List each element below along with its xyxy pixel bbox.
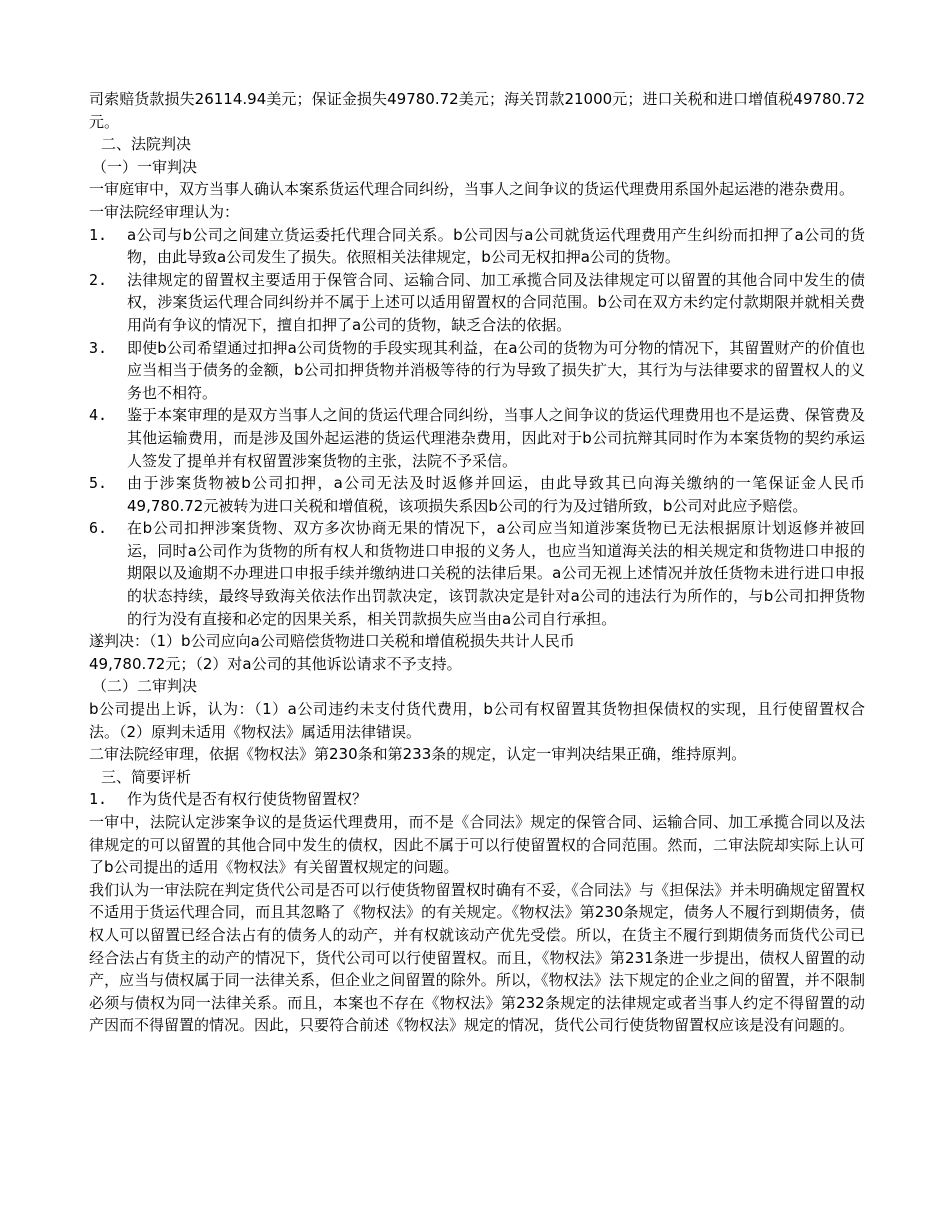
list-item-number: 4. [89, 406, 108, 425]
question-text: 作为货代是否有权行使货物留置权？ [127, 790, 368, 809]
subheading-first-instance: （一）一审判决 [92, 157, 198, 176]
document-body [89, 88, 865, 1037]
analysis-paragraph-1: 一审中，法院认定涉案争议的是货运代理费用，而不是《合同法》规定的保管合同、运输合同、加工承揽合同以及法律规定的可以留置的其他合同中发生的债权，因此不属于可以行使留置权的合同范围。然而，二审法院却实际上认可了b公司提出的适用《物权法》有关留置权规定的问题。 [89, 813, 865, 877]
verdict-line-1: 遂判决：（1）b公司应向a公司赔偿货物进口关税和增值税损失共计人民币 [89, 632, 575, 651]
list-item [89, 337, 865, 405]
list-item-text: 鉴于本案审理的是双方当事人之间的货运代理合同纠纷，当事人之间争议的货运代理费用也不是运费、保管费及其他运输费用，而是涉及国外起运港的货运代理港杂费用，因此对于b公司抗辩其同时作为本案货物的契约承运人签发了提单并有权留置涉案货物的主张，法院不予采信。 [127, 406, 865, 470]
list-item [89, 224, 865, 269]
list-item [89, 472, 865, 517]
second-instance-appeal: b公司提出上诉，认为：（1）a公司违约未支付货代费用，b公司有权留置其货物担保债权的实现，且行使留置权合法。（2）原判未适用《物权法》属适用法律错误。 [89, 700, 865, 741]
list-item [89, 404, 865, 472]
list-item-number: 6. [89, 519, 108, 538]
section-heading-analysis: 三、简要评析 [101, 767, 192, 786]
list-item-text: a公司与b公司之间建立货运委托代理合同关系。b公司因与a公司就货运代理费用产生纠纷而扣押了a公司的货物，由此导致a公司发生了损失。依照相关法律规定，b公司无权扣押a公司的货物。 [127, 225, 865, 267]
list-item [89, 517, 865, 630]
analysis-question [89, 788, 865, 811]
subheading-second-instance: （二）二审判决 [92, 677, 198, 696]
second-instance-ruling: 二审法院经审理，依据《物权法》第230条和第233条的规定，认定一审判决结果正确，维持原判。 [89, 745, 747, 764]
list-item-number: 2. [89, 270, 108, 289]
list-item-text: 在b公司扣押涉案货物、双方多次协商无果的情况下，a公司应当知道涉案货物已无法根据原计划返修并被回运，同时a公司作为货物的所有权人和货物进口申报的义务人，也应当知道海关法的相关规定和货物进口申报的期限以及逾期不办理进口申报手续并缴纳进口关税的法律后果。a公司无视上述情况并放任货物未进行进口申报的状态持续，最终导致海关依法作出罚款决定，该罚款决定是针对a公司的违法行为所作的，与b公司扣押货物的行为没有直接和必定的因果关系，相关罚款损失应当由a公司自行承担。 [127, 519, 865, 628]
section-heading-court-judgment: 二、法院判决 [101, 135, 192, 154]
list-item-text: 法律规定的留置权主要适用于保管合同、运输合同、加工承揽合同及法律规定可以留置的其他合同中发生的债权，涉案货运代理合同纠纷并不属于上述可以适用留置权的合同范围。b公司在双方未约定付款期限并就相关费用尚有争议的情况下，擅自扣押了a公司的货物，缺乏合法的依据。 [127, 270, 865, 334]
list-item-number: 1. [89, 225, 108, 244]
list-item-text: 即使b公司希望通过扣押a公司货物的手段实现其利益，在a公司的货物为可分物的情况下，其留置财产的价值也应当相当于债务的金额，b公司扣押货物并消极等待的行为导致了损失扩大，其行为与法律要求的留置权人的义务也不相符。 [127, 338, 865, 402]
first-instance-intro: 一审法院经审理认为： [89, 202, 240, 221]
verdict-line-2: 49,780.72元；（2）对a公司的其他诉讼请求不予支持。 [89, 654, 462, 673]
list-item [89, 269, 865, 337]
first-instance-paragraph: 一审庭审中，双方当事人确认本案系货运代理合同纠纷，当事人之间争议的货运代理费用系国外起运港的港杂费用。 [89, 180, 855, 199]
analysis-paragraph-2: 我们认为一审法院在判定货代公司是否可以行使货物留置权时确有不妥，《合同法》与《担保法》并未明确规定留置权不适用于货运代理合同，而且其忽略了《物权法》的有关规定。《物权法》第230条规定，债务人不履行到期债务，债权人可以留置已经合法占有的债务人的动产，并有权就该动产优先受偿。所以，在货主不履行到期债务而货代公司已经合法占有货主的动产的情况下，货代公司可以行使留置权。而且，《物权法》第231条进一步提出，债权人留置的动产，应当与债权属于同一法律关系，但企业之间留置的除外。所以，《物权法》法下规定的企业之间的留置，并不限制必须与债权为同一法律关系。而且，本案也不存在《物权法》第232条规定的法律规定或者当事人约定不得留置的动产因而不得留置的情况。因此，只要符合前述《物权法》规定的情况，货代公司行使货物留置权应该是没有问题的。 [89, 880, 865, 1035]
question-number: 1. [89, 790, 108, 809]
list-item-text: 由于涉案货物被b公司扣押，a公司无法及时返修并回运，由此导致其已向海关缴纳的一笔保证金人民币49,780.72元被转为进口关税和增值税，该项损失系因b公司的行为及过错所致，b公司对此应予赔偿。 [127, 474, 865, 515]
intro-paragraph: 司索赔货款损失26114.94美元；保证金损失49780.72美元；海关罚款21000元；进口关税和进口增值税49780.72元。 [89, 90, 865, 131]
list-item-number: 3. [89, 338, 108, 357]
list-item-number: 5. [89, 474, 108, 493]
